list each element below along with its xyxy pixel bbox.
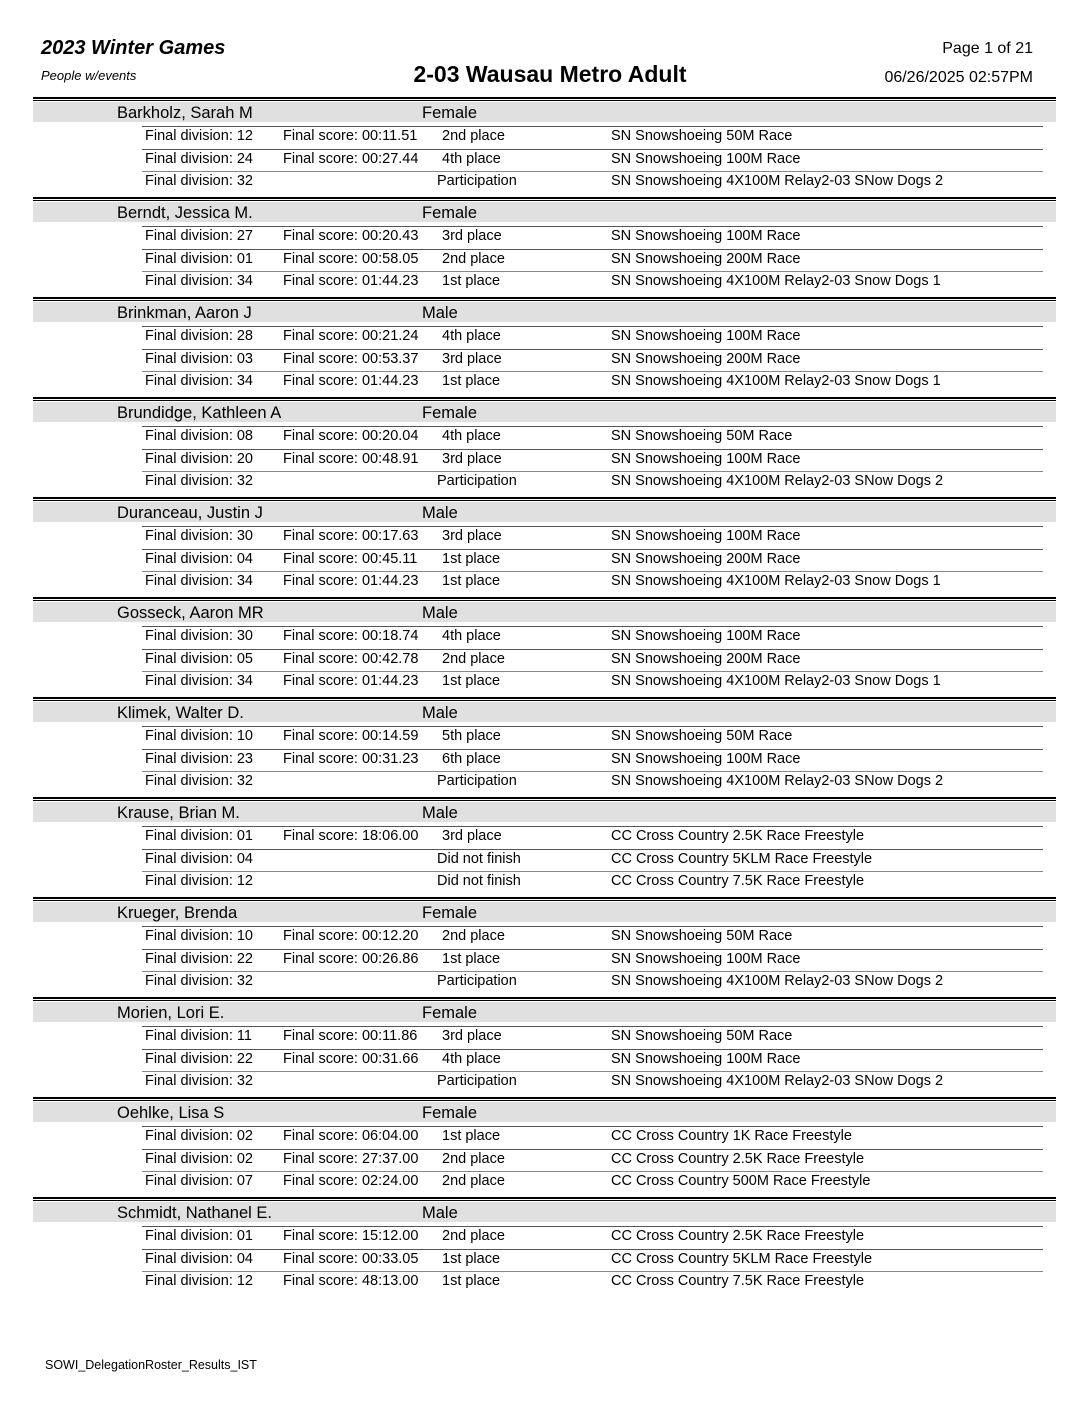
row-rule bbox=[142, 649, 1043, 650]
row-rule bbox=[142, 449, 1043, 450]
final-division: Final division: 32 bbox=[145, 473, 253, 489]
event-name: SN Snowshoeing 50M Race bbox=[611, 1028, 793, 1044]
event-row bbox=[0, 770, 1088, 792]
final-division: Final division: 02 bbox=[145, 1128, 253, 1144]
row-rule bbox=[142, 971, 1043, 972]
event-name: CC Cross Country 2.5K Race Freestyle bbox=[611, 828, 865, 844]
final-division: Final division: 34 bbox=[145, 673, 253, 689]
event-row bbox=[0, 1048, 1088, 1070]
row-rule bbox=[142, 349, 1043, 350]
event-row bbox=[0, 725, 1088, 747]
final-score: Final score: 00:31.66 bbox=[283, 1051, 419, 1067]
final-division: Final division: 32 bbox=[145, 773, 253, 789]
row-rule bbox=[142, 226, 1043, 227]
final-place: 2nd place bbox=[442, 128, 505, 144]
final-score: Final score: 00:31.23 bbox=[283, 751, 419, 767]
final-place: 4th place bbox=[442, 151, 501, 167]
final-division: Final division: 07 bbox=[145, 1173, 253, 1189]
final-score: Final score: 00:53.37 bbox=[283, 351, 419, 367]
event-name: SN Snowshoeing 200M Race bbox=[611, 551, 801, 567]
row-rule bbox=[142, 771, 1043, 772]
final-place: 2nd place bbox=[442, 251, 505, 267]
final-division: Final division: 04 bbox=[145, 851, 253, 867]
final-division: Final division: 10 bbox=[145, 728, 253, 744]
section-divider bbox=[33, 697, 1056, 701]
final-division: Final division: 08 bbox=[145, 428, 253, 444]
row-rule bbox=[142, 749, 1043, 750]
person-name: Brundidge, Kathleen A bbox=[117, 404, 282, 422]
person-gender: Female bbox=[422, 1104, 478, 1122]
final-place: 1st place bbox=[442, 1128, 501, 1144]
final-place: 2nd place bbox=[442, 1173, 505, 1189]
section-divider bbox=[33, 797, 1056, 801]
final-division: Final division: 05 bbox=[145, 651, 253, 667]
final-place: 1st place bbox=[442, 551, 501, 567]
person-block bbox=[0, 797, 1088, 897]
final-place: 1st place bbox=[442, 1273, 501, 1289]
final-place: 2nd place bbox=[442, 1151, 505, 1167]
final-score: Final score: 00:21.24 bbox=[283, 328, 419, 344]
row-rule bbox=[142, 526, 1043, 527]
person-gender: Male bbox=[422, 304, 458, 322]
event-row bbox=[0, 148, 1088, 170]
section-divider bbox=[33, 297, 1056, 301]
row-rule bbox=[142, 726, 1043, 727]
event-row bbox=[0, 1270, 1088, 1292]
final-division: Final division: 04 bbox=[145, 1251, 253, 1267]
row-rule bbox=[142, 1271, 1043, 1272]
event-row bbox=[0, 548, 1088, 570]
final-score: Final score: 01:44.23 bbox=[283, 373, 419, 389]
event-row bbox=[0, 248, 1088, 270]
final-place: 1st place bbox=[442, 273, 501, 289]
row-rule bbox=[142, 926, 1043, 927]
final-score: Final score: 01:44.23 bbox=[283, 273, 419, 289]
final-place: 4th place bbox=[442, 628, 501, 644]
person-name: Oehlke, Lisa S bbox=[117, 1104, 225, 1122]
row-rule bbox=[142, 571, 1043, 572]
final-place: Did not finish bbox=[437, 851, 521, 867]
event-name: CC Cross Country 5KLM Race Freestyle bbox=[611, 1251, 873, 1267]
final-place: 3rd place bbox=[442, 451, 502, 467]
event-name: SN Snowshoeing 100M Race bbox=[611, 951, 801, 967]
final-division: Final division: 12 bbox=[145, 1273, 253, 1289]
final-division: Final division: 01 bbox=[145, 1228, 253, 1244]
final-score: Final score: 01:44.23 bbox=[283, 573, 419, 589]
final-division: Final division: 11 bbox=[145, 1028, 252, 1044]
row-rule bbox=[142, 1149, 1043, 1150]
final-place: 3rd place bbox=[442, 528, 502, 544]
row-rule bbox=[142, 1171, 1043, 1172]
row-rule bbox=[142, 371, 1043, 372]
final-score: Final score: 00:33.05 bbox=[283, 1251, 419, 1267]
final-division: Final division: 34 bbox=[145, 573, 253, 589]
page-number: Page 1 of 21 bbox=[942, 40, 1033, 57]
final-division: Final division: 03 bbox=[145, 351, 253, 367]
final-division: Final division: 01 bbox=[145, 251, 253, 267]
final-place: 1st place bbox=[442, 373, 501, 389]
row-rule bbox=[142, 871, 1043, 872]
row-rule bbox=[142, 826, 1043, 827]
final-division: Final division: 04 bbox=[145, 551, 253, 567]
final-division: Final division: 32 bbox=[145, 973, 253, 989]
final-division: Final division: 12 bbox=[145, 128, 253, 144]
event-row bbox=[0, 625, 1088, 647]
final-place: 1st place bbox=[442, 951, 501, 967]
final-score: Final score: 06:04.00 bbox=[283, 1128, 419, 1144]
final-place: Participation bbox=[437, 173, 517, 189]
event-name: CC Cross Country 7.5K Race Freestyle bbox=[611, 873, 865, 889]
report-id-footer: SOWI_DelegationRoster_Results_IST bbox=[45, 1358, 257, 1372]
section-divider bbox=[33, 997, 1056, 1001]
final-place: 6th place bbox=[442, 751, 501, 767]
final-place: 3rd place bbox=[442, 228, 502, 244]
row-rule bbox=[142, 1049, 1043, 1050]
report-title: 2023 Winter Games bbox=[41, 37, 226, 59]
final-place: 1st place bbox=[442, 1251, 501, 1267]
person-block bbox=[0, 1197, 1088, 1297]
event-row bbox=[0, 425, 1088, 447]
row-rule bbox=[142, 1126, 1043, 1127]
person-block bbox=[0, 897, 1088, 997]
event-row bbox=[0, 948, 1088, 970]
final-score: Final score: 00:48.91 bbox=[283, 451, 419, 467]
row-rule bbox=[142, 1226, 1043, 1227]
row-rule bbox=[142, 849, 1043, 850]
event-name: CC Cross Country 2.5K Race Freestyle bbox=[611, 1228, 865, 1244]
final-place: 3rd place bbox=[442, 1028, 502, 1044]
final-place: Did not finish bbox=[437, 873, 521, 889]
event-row bbox=[0, 1170, 1088, 1192]
event-row bbox=[0, 670, 1088, 692]
event-name: SN Snowshoeing 200M Race bbox=[611, 251, 801, 267]
final-division: Final division: 30 bbox=[145, 628, 253, 644]
event-row bbox=[0, 1125, 1088, 1147]
person-block bbox=[0, 697, 1088, 797]
person-gender: Female bbox=[422, 204, 478, 222]
final-score: Final score: 02:24.00 bbox=[283, 1173, 419, 1189]
final-score: Final score: 00:17.63 bbox=[283, 528, 419, 544]
person-gender: Male bbox=[422, 804, 458, 822]
delegation-name: 2-03 Wausau Metro Adult bbox=[413, 61, 687, 87]
final-place: Participation bbox=[437, 973, 517, 989]
final-place: 3rd place bbox=[442, 828, 502, 844]
row-rule bbox=[142, 1071, 1043, 1072]
row-rule bbox=[142, 549, 1043, 550]
event-row bbox=[0, 1070, 1088, 1092]
section-divider bbox=[33, 97, 1056, 101]
page-header bbox=[0, 0, 1088, 100]
person-gender: Male bbox=[422, 1204, 458, 1222]
row-rule bbox=[142, 1026, 1043, 1027]
person-name: Berndt, Jessica M. bbox=[117, 204, 253, 222]
event-name: SN Snowshoeing 100M Race bbox=[611, 451, 801, 467]
person-block bbox=[0, 1097, 1088, 1197]
event-name: SN Snowshoeing 4X100M Relay2-03 Snow Dogs 1 bbox=[611, 273, 941, 289]
final-score: Final score: 00:27.44 bbox=[283, 151, 419, 167]
event-row bbox=[0, 925, 1088, 947]
final-score: Final score: 00:11.51 bbox=[283, 128, 418, 144]
event-row bbox=[0, 1148, 1088, 1170]
final-score: Final score: 00:12.20 bbox=[283, 928, 419, 944]
event-name: SN Snowshoeing 4X100M Relay2-03 SNow Dogs 2 bbox=[611, 773, 944, 789]
report-subtitle: People w/events bbox=[41, 68, 137, 83]
final-score: Final score: 00:45.11 bbox=[283, 551, 418, 567]
section-divider bbox=[33, 497, 1056, 501]
final-score: Final score: 18:06.00 bbox=[283, 828, 419, 844]
person-block bbox=[0, 297, 1088, 397]
event-name: SN Snowshoeing 50M Race bbox=[611, 928, 793, 944]
person-name: Schmidt, Nathanel E. bbox=[117, 1204, 272, 1222]
person-name: Duranceau, Justin J bbox=[117, 504, 263, 522]
final-place: 4th place bbox=[442, 328, 501, 344]
row-rule bbox=[142, 271, 1043, 272]
row-rule bbox=[142, 171, 1043, 172]
person-gender: Male bbox=[422, 704, 458, 722]
final-place: 2nd place bbox=[442, 651, 505, 667]
final-score: Final score: 00:26.86 bbox=[283, 951, 419, 967]
final-division: Final division: 27 bbox=[145, 228, 253, 244]
event-row bbox=[0, 848, 1088, 870]
person-name: Krueger, Brenda bbox=[117, 904, 238, 922]
row-rule bbox=[142, 949, 1043, 950]
final-division: Final division: 12 bbox=[145, 873, 253, 889]
final-score: Final score: 00:20.04 bbox=[283, 428, 419, 444]
final-division: Final division: 22 bbox=[145, 1051, 253, 1067]
event-row bbox=[0, 125, 1088, 147]
event-name: SN Snowshoeing 50M Race bbox=[611, 128, 793, 144]
roster-list bbox=[0, 97, 1088, 1297]
event-row bbox=[0, 1248, 1088, 1270]
event-row bbox=[0, 225, 1088, 247]
final-place: 2nd place bbox=[442, 928, 505, 944]
person-block bbox=[0, 97, 1088, 197]
row-rule bbox=[142, 126, 1043, 127]
person-block bbox=[0, 197, 1088, 297]
final-score: Final score: 48:13.00 bbox=[283, 1273, 419, 1289]
event-row bbox=[0, 270, 1088, 292]
final-place: 3rd place bbox=[442, 351, 502, 367]
final-division: Final division: 01 bbox=[145, 828, 253, 844]
final-place: Participation bbox=[437, 773, 517, 789]
final-place: Participation bbox=[437, 1073, 517, 1089]
event-name: CC Cross Country 7.5K Race Freestyle bbox=[611, 1273, 865, 1289]
event-name: CC Cross Country 2.5K Race Freestyle bbox=[611, 1151, 865, 1167]
row-rule bbox=[142, 249, 1043, 250]
final-place: 4th place bbox=[442, 1051, 501, 1067]
event-row bbox=[0, 325, 1088, 347]
event-row bbox=[0, 970, 1088, 992]
person-name: Klimek, Walter D. bbox=[117, 704, 244, 722]
event-name: SN Snowshoeing 200M Race bbox=[611, 651, 801, 667]
section-divider bbox=[33, 1097, 1056, 1101]
final-score: Final score: 01:44.23 bbox=[283, 673, 419, 689]
event-row bbox=[0, 1225, 1088, 1247]
event-row bbox=[0, 570, 1088, 592]
event-row bbox=[0, 448, 1088, 470]
person-gender: Male bbox=[422, 604, 458, 622]
person-block bbox=[0, 397, 1088, 497]
final-place: 1st place bbox=[442, 573, 501, 589]
event-name: SN Snowshoeing 100M Race bbox=[611, 228, 801, 244]
person-name: Krause, Brian M. bbox=[117, 804, 240, 822]
final-score: Final score: 00:14.59 bbox=[283, 728, 419, 744]
event-row bbox=[0, 825, 1088, 847]
event-name: SN Snowshoeing 4X100M Relay2-03 SNow Dogs 2 bbox=[611, 973, 944, 989]
event-name: SN Snowshoeing 100M Race bbox=[611, 328, 801, 344]
event-row bbox=[0, 348, 1088, 370]
row-rule bbox=[142, 671, 1043, 672]
final-place: Participation bbox=[437, 473, 517, 489]
final-score: Final score: 15:12.00 bbox=[283, 1228, 419, 1244]
person-gender: Female bbox=[422, 904, 478, 922]
person-gender: Male bbox=[422, 504, 458, 522]
person-name: Gosseck, Aaron MR bbox=[117, 604, 264, 622]
event-name: SN Snowshoeing 4X100M Relay2-03 SNow Dogs 2 bbox=[611, 173, 944, 189]
event-row bbox=[0, 748, 1088, 770]
final-division: Final division: 30 bbox=[145, 528, 253, 544]
section-divider bbox=[33, 197, 1056, 201]
final-score: Final score: 00:11.86 bbox=[283, 1028, 418, 1044]
final-division: Final division: 02 bbox=[145, 1151, 253, 1167]
person-block bbox=[0, 597, 1088, 697]
final-division: Final division: 32 bbox=[145, 1073, 253, 1089]
final-division: Final division: 34 bbox=[145, 373, 253, 389]
row-rule bbox=[142, 426, 1043, 427]
event-name: SN Snowshoeing 200M Race bbox=[611, 351, 801, 367]
person-gender: Female bbox=[422, 104, 478, 122]
final-score: Final score: 00:42.78 bbox=[283, 651, 419, 667]
section-divider bbox=[33, 597, 1056, 601]
final-score: Final score: 00:18.74 bbox=[283, 628, 419, 644]
person-name: Barkholz, Sarah M bbox=[117, 104, 253, 122]
row-rule bbox=[142, 626, 1043, 627]
final-place: 4th place bbox=[442, 428, 501, 444]
final-place: 5th place bbox=[442, 728, 501, 744]
event-row bbox=[0, 170, 1088, 192]
event-name: SN Snowshoeing 100M Race bbox=[611, 1051, 801, 1067]
row-rule bbox=[142, 149, 1043, 150]
event-name: SN Snowshoeing 100M Race bbox=[611, 151, 801, 167]
event-name: SN Snowshoeing 100M Race bbox=[611, 751, 801, 767]
final-division: Final division: 34 bbox=[145, 273, 253, 289]
event-row bbox=[0, 470, 1088, 492]
person-block bbox=[0, 997, 1088, 1097]
event-name: SN Snowshoeing 4X100M Relay2-03 SNow Dogs 2 bbox=[611, 473, 944, 489]
event-row bbox=[0, 870, 1088, 892]
final-division: Final division: 24 bbox=[145, 151, 253, 167]
event-name: SN Snowshoeing 4X100M Relay2-03 SNow Dogs 2 bbox=[611, 1073, 944, 1089]
final-division: Final division: 28 bbox=[145, 328, 253, 344]
event-row bbox=[0, 648, 1088, 670]
final-division: Final division: 23 bbox=[145, 751, 253, 767]
event-name: SN Snowshoeing 100M Race bbox=[611, 528, 801, 544]
row-rule bbox=[142, 1249, 1043, 1250]
event-name: CC Cross Country 1K Race Freestyle bbox=[611, 1128, 852, 1144]
person-gender: Female bbox=[422, 404, 478, 422]
event-name: CC Cross Country 500M Race Freestyle bbox=[611, 1173, 871, 1189]
row-rule bbox=[142, 471, 1043, 472]
event-name: CC Cross Country 5KLM Race Freestyle bbox=[611, 851, 873, 867]
section-divider bbox=[33, 397, 1056, 401]
final-place: 2nd place bbox=[442, 1228, 505, 1244]
final-division: Final division: 10 bbox=[145, 928, 253, 944]
person-gender: Female bbox=[422, 1004, 478, 1022]
section-divider bbox=[33, 897, 1056, 901]
event-row bbox=[0, 1025, 1088, 1047]
event-name: SN Snowshoeing 50M Race bbox=[611, 428, 793, 444]
event-name: SN Snowshoeing 4X100M Relay2-03 Snow Dogs 1 bbox=[611, 373, 941, 389]
event-row bbox=[0, 525, 1088, 547]
final-division: Final division: 32 bbox=[145, 173, 253, 189]
final-score: Final score: 00:20.43 bbox=[283, 228, 419, 244]
final-score: Final score: 00:58.05 bbox=[283, 251, 419, 267]
event-name: SN Snowshoeing 50M Race bbox=[611, 728, 793, 744]
event-name: SN Snowshoeing 4X100M Relay2-03 Snow Dogs 1 bbox=[611, 673, 941, 689]
final-place: 1st place bbox=[442, 673, 501, 689]
final-division: Final division: 20 bbox=[145, 451, 253, 467]
person-block bbox=[0, 497, 1088, 597]
event-row bbox=[0, 370, 1088, 392]
final-score: Final score: 27:37.00 bbox=[283, 1151, 419, 1167]
event-name: SN Snowshoeing 4X100M Relay2-03 Snow Dogs 1 bbox=[611, 573, 941, 589]
event-name: SN Snowshoeing 100M Race bbox=[611, 628, 801, 644]
final-division: Final division: 22 bbox=[145, 951, 253, 967]
row-rule bbox=[142, 326, 1043, 327]
section-divider bbox=[33, 1197, 1056, 1201]
person-name: Brinkman, Aaron J bbox=[117, 304, 252, 322]
person-name: Morien, Lori E. bbox=[117, 1004, 225, 1022]
print-datetime: 06/26/2025 02:57PM bbox=[884, 69, 1033, 86]
